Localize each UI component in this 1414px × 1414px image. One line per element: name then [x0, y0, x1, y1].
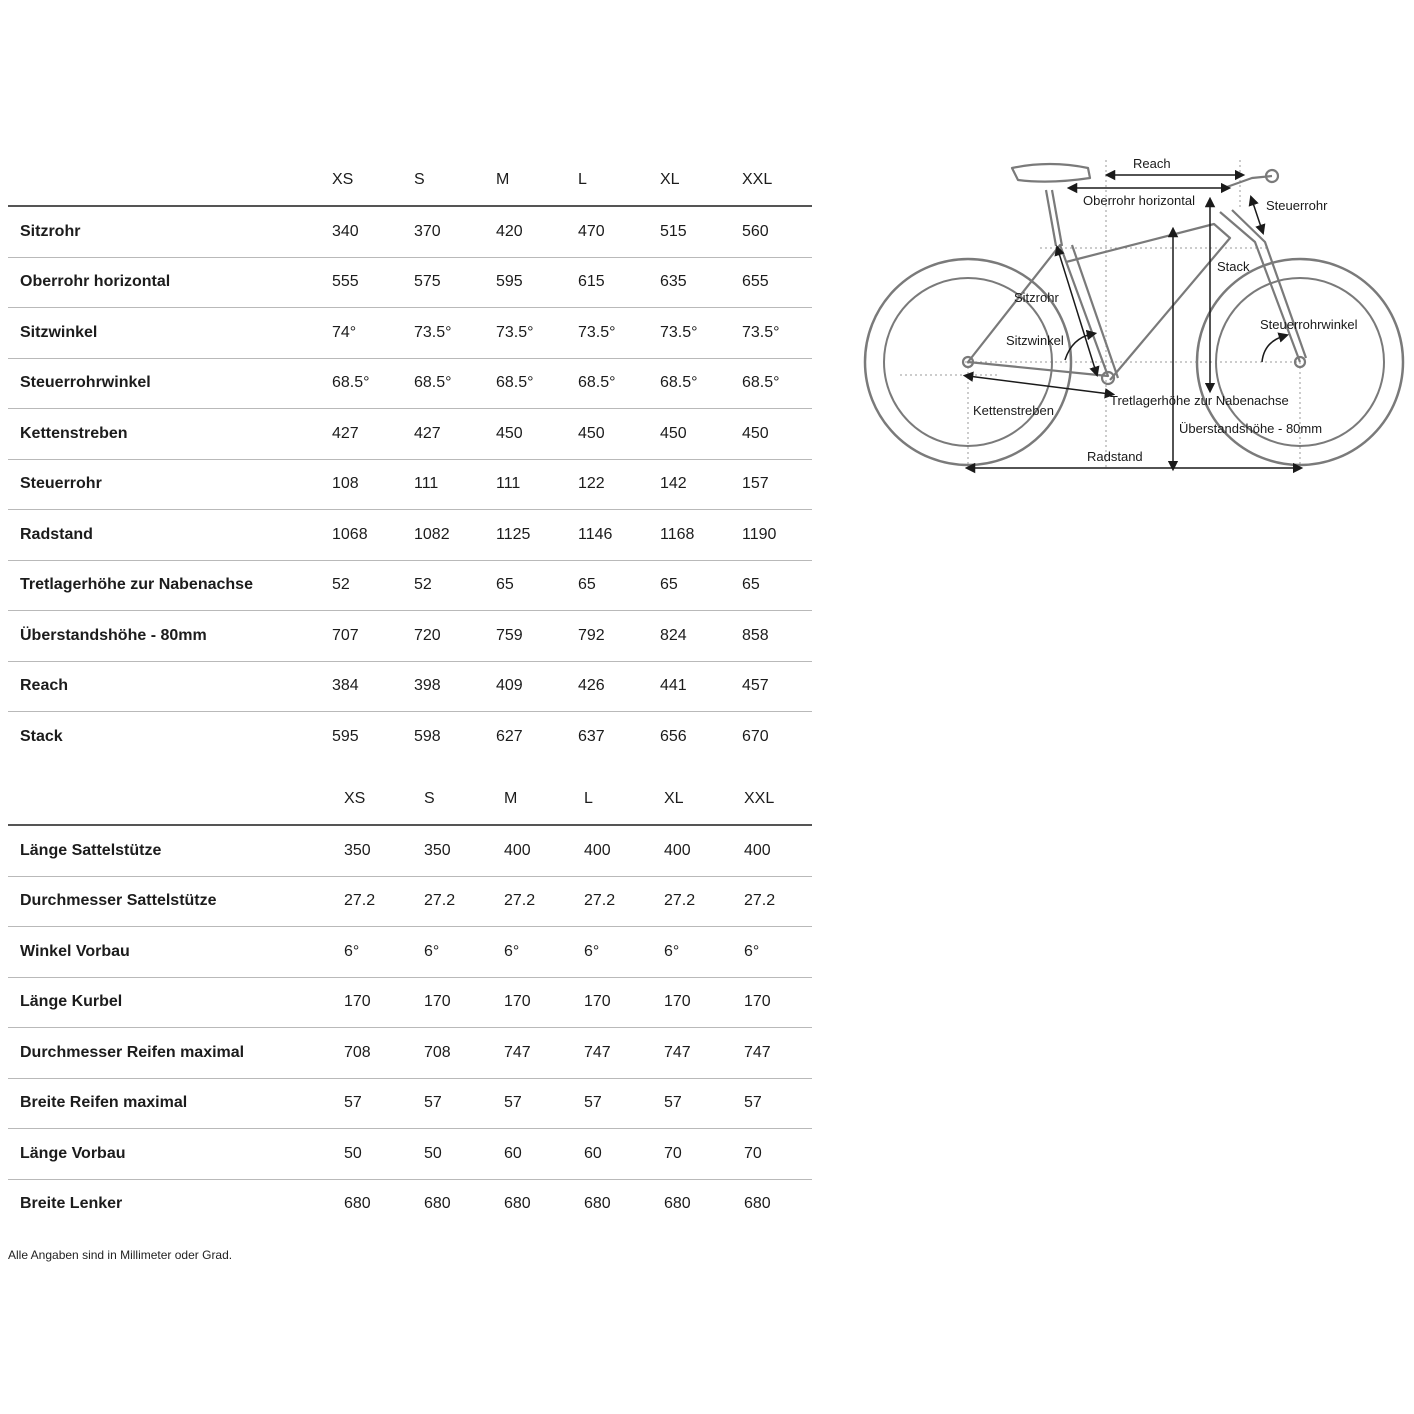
cell-value: 515 [660, 206, 742, 257]
size-header: XXL [744, 774, 812, 825]
cell-value: 65 [578, 560, 660, 611]
cell-value: 142 [660, 459, 742, 510]
cell-value: 450 [578, 409, 660, 460]
cell-value: 708 [424, 1028, 504, 1079]
cell-value: 420 [496, 206, 578, 257]
row-label: Tretlagerhöhe zur Nabenachse [8, 560, 332, 611]
cell-value: 792 [578, 611, 660, 662]
bike-geometry-diagram [860, 150, 1412, 480]
size-header: M [504, 774, 584, 825]
size-header: XL [664, 774, 744, 825]
row-label: Radstand [8, 510, 332, 561]
cell-value: 70 [744, 1129, 812, 1180]
size-header: L [584, 774, 664, 825]
cell-value: 555 [332, 257, 414, 308]
table-row [8, 712, 812, 762]
cell-value: 60 [584, 1129, 664, 1180]
cell-value: 680 [744, 1195, 771, 1213]
cell-value: 427 [332, 409, 414, 460]
size-header: XXL [742, 155, 812, 206]
cell-value: 450 [660, 409, 742, 460]
cell-value: 680 [664, 1195, 691, 1213]
label-ueberstand: Überstandshöhe - 80mm [1179, 421, 1323, 436]
cell-value: 27.2 [664, 876, 744, 927]
cell-value: 384 [332, 661, 414, 712]
cell-value: 170 [504, 977, 584, 1028]
cell-value: 170 [424, 977, 504, 1028]
row-label: Breite Lenker [20, 1195, 123, 1213]
cell-value: 450 [742, 409, 812, 460]
cell-value: 655 [742, 257, 812, 308]
cell-value: 759 [496, 611, 578, 662]
cell-value: 70 [664, 1129, 744, 1180]
row-label: Steuerrohrwinkel [8, 358, 332, 409]
header-blank [8, 774, 344, 825]
cell-value: 65 [742, 560, 812, 611]
row-label: Steuerrohr [8, 459, 332, 510]
cell-value: 1068 [332, 510, 414, 561]
cell-value: 170 [664, 977, 744, 1028]
cell-value: 57 [584, 1078, 664, 1129]
table-row [8, 1129, 812, 1180]
cell-value: 398 [414, 661, 496, 712]
cell-value: 6° [664, 927, 744, 978]
cell-value: 57 [664, 1078, 744, 1129]
row-label: Durchmesser Sattelstütze [8, 876, 344, 927]
cell-value: 747 [504, 1028, 584, 1079]
row-label: Sitzwinkel [8, 308, 332, 359]
cell-value: 73.5° [496, 308, 578, 359]
cell-value: 111 [414, 459, 496, 510]
row-label: Länge Vorbau [8, 1129, 344, 1180]
geometry-table-header [8, 155, 812, 206]
cell-value: 747 [744, 1028, 812, 1079]
table-row [8, 661, 812, 712]
units-note: Alle Angaben sind in Millimeter oder Grad. [8, 1248, 233, 1262]
size-header: XS [344, 774, 424, 825]
cell-value: 340 [332, 206, 414, 257]
components-table-body [8, 825, 812, 1229]
cell-value: 60 [504, 1129, 584, 1180]
cell-value: 52 [332, 560, 414, 611]
cell-value: 627 [496, 727, 523, 745]
cell-value: 68.5° [660, 358, 742, 409]
cell-value: 27.2 [344, 876, 424, 927]
table-row [8, 1078, 812, 1129]
cell-value: 68.5° [332, 358, 414, 409]
table-row [8, 927, 812, 978]
cell-value: 747 [664, 1028, 744, 1079]
row-label: Überstandshöhe - 80mm [8, 611, 332, 662]
row-label: Stack [20, 727, 63, 745]
cell-value: 656 [660, 727, 687, 745]
cell-value: 6° [424, 927, 504, 978]
cell-value: 427 [414, 409, 496, 460]
cell-value: 670 [742, 727, 769, 745]
table-row [8, 358, 812, 409]
cell-value: 65 [660, 560, 742, 611]
size-header: M [496, 155, 578, 206]
size-header: XS [332, 155, 414, 206]
cell-value: 74° [332, 308, 414, 359]
cell-value: 400 [504, 825, 584, 876]
cell-value: 108 [332, 459, 414, 510]
row-label: Sitzrohr [8, 206, 332, 257]
label-kettenstreben: Kettenstreben [973, 403, 1054, 418]
geometry-table [8, 155, 812, 762]
row-label: Durchmesser Reifen maximal [8, 1028, 344, 1079]
cell-value: 57 [424, 1078, 504, 1129]
cell-value: 1168 [660, 510, 742, 561]
geometry-table-body [8, 206, 812, 762]
label-oberrohr: Oberrohr horizontal [1083, 193, 1195, 208]
cell-value: 6° [344, 927, 424, 978]
cell-value: 450 [496, 409, 578, 460]
cell-value: 27.2 [424, 876, 504, 927]
size-header: S [424, 774, 504, 825]
cell-value: 441 [660, 661, 742, 712]
cell-value: 6° [504, 927, 584, 978]
cell-value: 6° [744, 927, 812, 978]
label-reach: Reach [1133, 156, 1171, 171]
cell-value: 170 [344, 977, 424, 1028]
cell-value: 575 [414, 257, 496, 308]
label-radstand: Radstand [1087, 449, 1143, 464]
cell-value: 52 [414, 560, 496, 611]
cell-value: 27.2 [584, 876, 664, 927]
table-row [8, 409, 812, 460]
cell-value: 370 [414, 206, 496, 257]
cell-value: 615 [578, 257, 660, 308]
cell-value: 68.5° [742, 358, 812, 409]
cell-value: 1190 [742, 510, 812, 561]
cell-value: 170 [584, 977, 664, 1028]
cell-value: 595 [332, 727, 359, 745]
label-steuerrohr: Steuerrohr [1266, 198, 1328, 213]
cell-value: 57 [504, 1078, 584, 1129]
cell-value: 73.5° [414, 308, 496, 359]
label-sitzrohr: Sitzrohr [1014, 290, 1059, 305]
cell-value: 637 [578, 727, 605, 745]
cell-value: 68.5° [414, 358, 496, 409]
cell-value: 680 [424, 1195, 451, 1213]
table-row [8, 1179, 812, 1229]
cell-value: 6° [584, 927, 664, 978]
table-row [8, 876, 812, 927]
components-table [8, 774, 812, 1229]
label-sitzwinkel: Sitzwinkel [1006, 333, 1064, 348]
cell-value: 680 [344, 1195, 371, 1213]
cell-value: 598 [414, 727, 441, 745]
table-row [8, 257, 812, 308]
row-label: Reach [8, 661, 332, 712]
label-steuerrohrwinkel: Steuerrohrwinkel [1260, 317, 1358, 332]
cell-value: 27.2 [744, 876, 812, 927]
row-label: Oberrohr horizontal [8, 257, 332, 308]
cell-value: 73.5° [578, 308, 660, 359]
label-stack: Stack [1217, 259, 1250, 274]
cell-value: 680 [504, 1195, 531, 1213]
cell-value: 457 [742, 661, 812, 712]
cell-value: 57 [344, 1078, 424, 1129]
cell-value: 1125 [496, 510, 578, 561]
cell-value: 858 [742, 611, 812, 662]
cell-value: 350 [424, 825, 504, 876]
size-header: L [578, 155, 660, 206]
cell-value: 50 [344, 1129, 424, 1180]
table-row [8, 459, 812, 510]
cell-value: 111 [496, 459, 578, 510]
table-row [8, 611, 812, 662]
components-table-header [8, 774, 812, 825]
cell-value: 57 [744, 1078, 812, 1129]
cell-value: 68.5° [496, 358, 578, 409]
table-row [8, 510, 812, 561]
table-row [8, 560, 812, 611]
cell-value: 595 [496, 257, 578, 308]
cell-value: 635 [660, 257, 742, 308]
label-tretlager: Tretlagerhöhe zur Nabenachse [1110, 393, 1289, 408]
cell-value: 65 [496, 560, 578, 611]
cell-value: 73.5° [660, 308, 742, 359]
cell-value: 400 [664, 825, 744, 876]
row-label: Länge Sattelstütze [8, 825, 344, 876]
cell-value: 708 [344, 1028, 424, 1079]
cell-value: 824 [660, 611, 742, 662]
table-row [8, 206, 812, 257]
cell-value: 747 [584, 1028, 664, 1079]
cell-value: 470 [578, 206, 660, 257]
cell-value: 400 [584, 825, 664, 876]
size-header: XL [660, 155, 742, 206]
cell-value: 400 [744, 825, 812, 876]
row-label: Länge Kurbel [8, 977, 344, 1028]
row-label: Kettenstreben [8, 409, 332, 460]
cell-value: 50 [424, 1129, 504, 1180]
cell-value: 720 [414, 611, 496, 662]
cell-value: 170 [744, 977, 812, 1028]
table-row [8, 308, 812, 359]
cell-value: 73.5° [742, 308, 812, 359]
cell-value: 68.5° [578, 358, 660, 409]
cell-value: 426 [578, 661, 660, 712]
cell-value: 157 [742, 459, 812, 510]
table-row [8, 825, 812, 876]
cell-value: 409 [496, 661, 578, 712]
header-blank [8, 155, 332, 206]
cell-value: 27.2 [504, 876, 584, 927]
table-row [8, 1028, 812, 1079]
cell-value: 680 [584, 1195, 611, 1213]
cell-value: 707 [332, 611, 414, 662]
cell-value: 122 [578, 459, 660, 510]
row-label: Breite Reifen maximal [8, 1078, 344, 1129]
cell-value: 350 [344, 825, 424, 876]
table-row [8, 977, 812, 1028]
size-header: S [414, 155, 496, 206]
cell-value: 560 [742, 206, 812, 257]
row-label: Winkel Vorbau [8, 927, 344, 978]
cell-value: 1082 [414, 510, 496, 561]
cell-value: 1146 [578, 510, 660, 561]
